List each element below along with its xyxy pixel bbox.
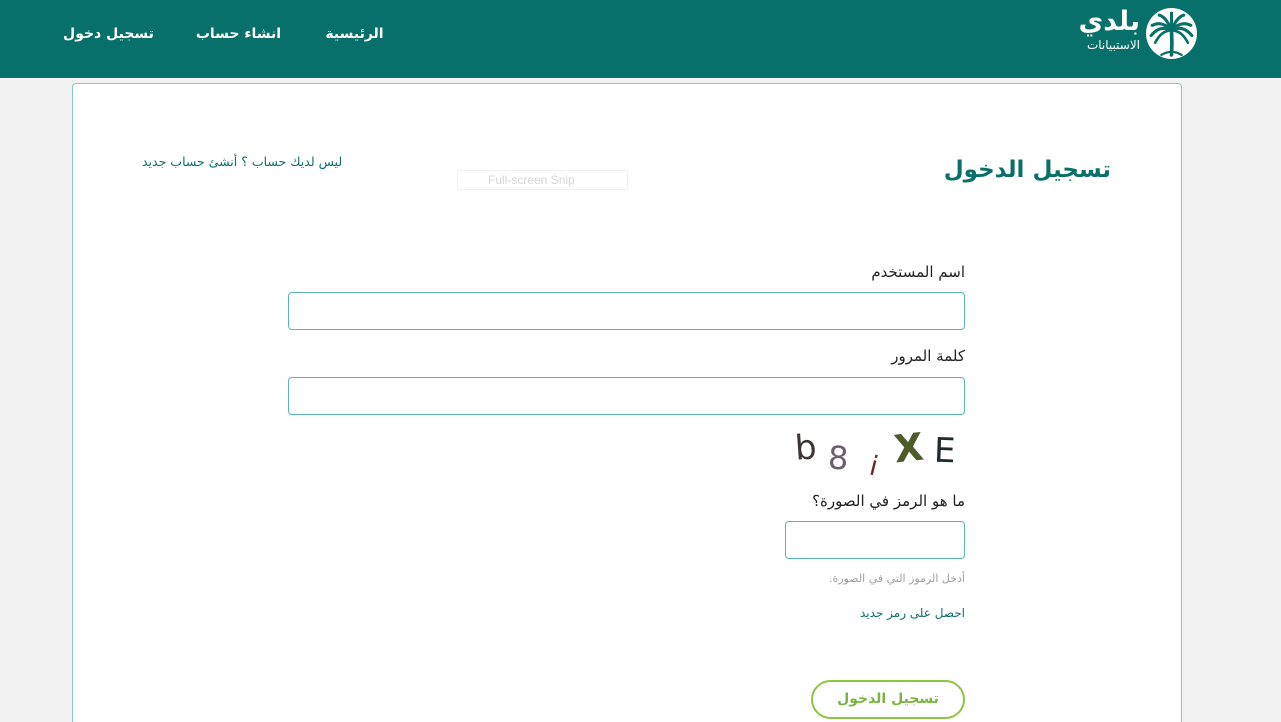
- top-header: [0, 0, 1281, 78]
- nav-login-link[interactable]: تسجيل دخول: [63, 26, 154, 42]
- brand-logo[interactable]: [1078, 7, 1198, 61]
- palm-tree-emblem-icon: [1146, 8, 1197, 59]
- captcha-char: 8: [827, 438, 850, 478]
- nav-create-account-link[interactable]: انشاء حساب: [195, 26, 282, 42]
- captcha-hint: أدخل الرموز التي في الصورة.: [829, 572, 965, 585]
- password-input[interactable]: [288, 377, 965, 415]
- captcha-char: b: [793, 427, 818, 469]
- snip-tool-label: Full-screen Snip: [457, 170, 628, 190]
- captcha-char: X: [891, 424, 926, 472]
- username-input[interactable]: [288, 292, 965, 330]
- brand-subtitle: الاستبيانات: [1086, 38, 1140, 52]
- password-label: كلمة المرور: [891, 347, 965, 365]
- captcha-char: E: [933, 430, 957, 472]
- new-captcha-link[interactable]: احصل على رمز جديد: [859, 606, 965, 620]
- login-card: [72, 83, 1182, 722]
- captcha-input[interactable]: [785, 521, 965, 559]
- username-label: اسم المستخدم: [871, 263, 965, 281]
- brand-name: بلدي: [1078, 6, 1140, 37]
- captcha-char: i: [866, 450, 882, 483]
- login-submit-button[interactable]: تسجيل الدخول: [811, 680, 965, 719]
- nav-home-link[interactable]: الرئيسية: [325, 26, 384, 42]
- captcha-question-label: ما هو الرمز في الصورة؟: [812, 492, 965, 510]
- create-account-link[interactable]: ليس لديك حساب ؟ أنشئ حساب جديد: [142, 154, 343, 169]
- captcha-image: [788, 424, 963, 484]
- page-title: تسجيل الدخول: [943, 157, 1111, 183]
